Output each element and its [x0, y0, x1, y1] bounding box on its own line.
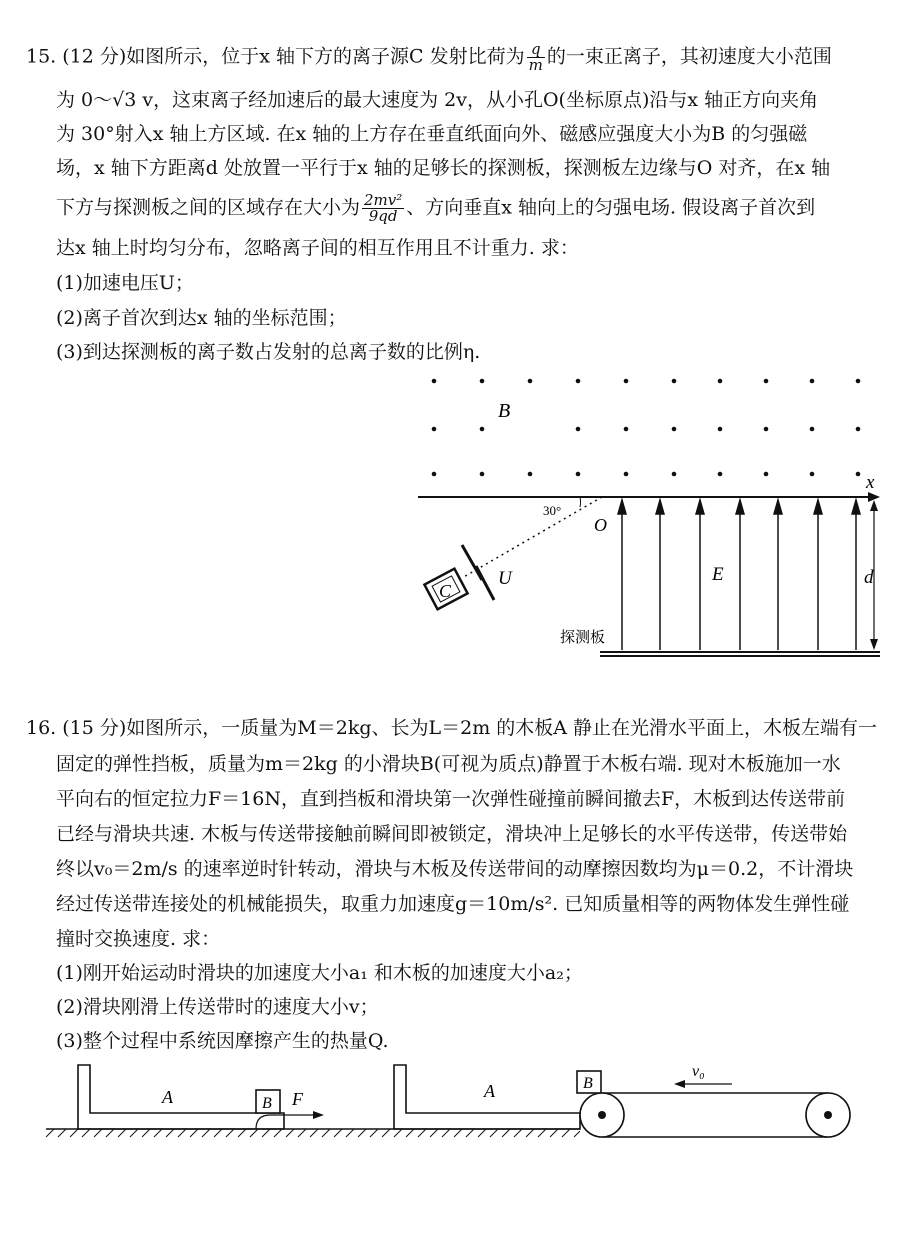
q15-line-1: 15. (12 分)如图所示，位于x 轴下方的离子源C 发射比荷为 $\frac{q}{m}$ 的一束正离子，其初速度大小范围: [26, 40, 832, 74]
q15-part-3: (3)到达探测板的离子数占发射的总离子数的比例η.: [56, 341, 481, 363]
magnetic-field-dots: [432, 379, 861, 477]
q16-line-7: 撞时交换速度. 求：: [56, 928, 221, 950]
angle-arc: [580, 497, 581, 507]
q16-line-4: 已经与滑块共速. 木板与传送带接触前瞬间即被锁定，滑块冲上足够长的水平传送带，传送带始: [56, 823, 848, 845]
accel-plate-2: [476, 566, 494, 600]
label-U: U: [498, 568, 512, 589]
label-B-left: B: [262, 1095, 272, 1112]
q16-line-2: 固定的弹性挡板，质量为m＝2kg 的小滑块B(可视为质点)静置于木板右端. 现对木板施加一水: [56, 753, 841, 775]
q16-part-1: (1)刚开始运动时滑块的加速度大小a₁ 和木板的加速度大小a₂；: [56, 962, 583, 984]
q16-line-5: 终以v₀＝2m/s 的速率逆时针转动，滑块与木板及传送带间的动摩擦因数均为μ＝0.2，不计滑块: [56, 858, 854, 880]
label-v0: v₀: [692, 1063, 705, 1080]
q16-figure: [0, 1055, 900, 1155]
q16-line-1: 16. (15 分)如图所示，一质量为M＝2kg、长为L＝2m 的木板A 静止在光滑水平面上，木板左端有一: [26, 717, 878, 739]
q15-part-1: (1)加速电压U；: [56, 272, 194, 294]
label-B: B: [498, 400, 511, 422]
q16-part-3: (3)整个过程中系统因摩擦产生的热量Q.: [56, 1030, 389, 1052]
conveyor-belt: [580, 1093, 850, 1137]
q15-part-2: (2)离子首次到达x 轴的坐标范围；: [56, 307, 347, 329]
label-O: O: [594, 515, 607, 535]
board-A-left: [78, 1065, 284, 1129]
q16-part-2: (2)滑块刚滑上传送带时的速度大小v；: [56, 996, 379, 1018]
q15-line-6: 达x 轴上时均匀分布，忽略离子间的相互作用且不计重力. 求：: [56, 237, 579, 259]
label-d: d: [864, 567, 874, 588]
q16-line-3: 平向右的恒定拉力F＝16N，直到挡板和滑块第一次弹性碰撞前瞬间撤去F，木板到达传送带前: [56, 788, 846, 810]
label-A-left: A: [162, 1087, 173, 1107]
q16-line-6: 经过传送带连接处的机械能损失，取重力加速度g＝10m/s². 已知质量相等的两物体发生弹性碰: [56, 893, 850, 915]
electric-field-lines: [618, 500, 860, 650]
q15-line-2: 为 0～√3 v，这束离子经加速后的最大速度为 2v，从小孔O(坐标原点)沿与x 轴正方向夹角: [56, 89, 819, 111]
label-F: F: [292, 1089, 303, 1109]
label-B-right: B: [583, 1075, 593, 1092]
charge-mass-ratio: $\frac{q}{m}$: [528, 40, 543, 74]
label-detector: 探测板: [560, 628, 606, 646]
label-E: E: [712, 564, 724, 585]
field-magnitude: $\frac{\text{2mv²}}{9qd}$: [364, 191, 403, 225]
beam-path: [462, 497, 602, 578]
label-x: x: [866, 472, 875, 493]
label-A-right: A: [484, 1081, 495, 1101]
ground-hatch: [46, 1129, 580, 1137]
q15-line-4: 场，x 轴下方距离d 处放置一平行于x 轴的足够长的探测板，探测板左边缘与O 对齐，在x 轴: [56, 157, 831, 179]
q15-line-5: 下方与探测板之间的区域存在大小为 $\frac{\text{2mv²}}{9qd}$ 、方向垂直x 轴向上的匀强电场. 假设离子首次到: [56, 191, 816, 225]
label-C: C: [439, 581, 452, 601]
label-angle: 30°: [543, 503, 562, 518]
q15-line-3: 为 30°射入x 轴上方区域. 在x 轴的上方存在垂直纸面向外、磁感应强度大小为B 的匀强磁: [56, 123, 808, 145]
